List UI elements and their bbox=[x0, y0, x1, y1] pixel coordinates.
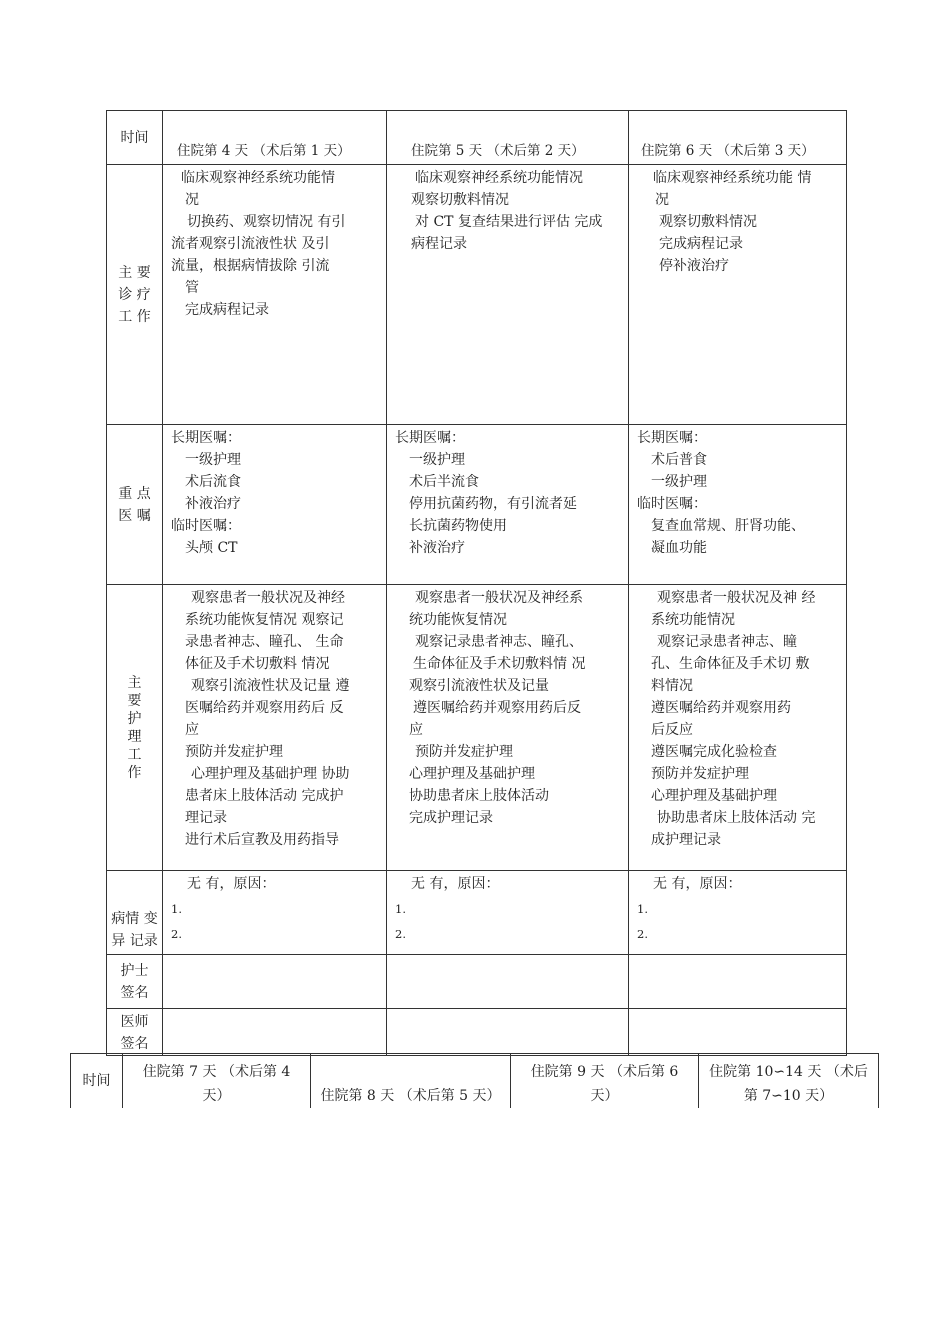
nursing-label: 主 要 护 理 工 作 bbox=[107, 585, 163, 871]
doctor-sign-day4[interactable] bbox=[163, 1009, 387, 1056]
row-time bbox=[107, 111, 847, 165]
row-time-2 bbox=[71, 1054, 879, 1109]
day-header-8: 住院第 8 天 （术后第 5 天） bbox=[311, 1054, 511, 1109]
time-label-2: 时间 bbox=[71, 1054, 123, 1109]
doctor-sign-day5[interactable] bbox=[387, 1009, 629, 1056]
variation-day6: 无 有，原因： 1. 2. bbox=[629, 871, 847, 955]
doctor-sign-label: 医师 签名 bbox=[107, 1009, 163, 1056]
day-header-1: 住院第 4 天 （术后第 1 天） bbox=[163, 111, 387, 165]
row-nursing bbox=[107, 585, 847, 871]
day-header-10-14: 住院第 10∽14 天 （术后 第 7∽10 天） bbox=[699, 1054, 879, 1109]
day-header-9: 住院第 9 天 （术后第 6 天） bbox=[511, 1054, 699, 1109]
nurse-sign-day6[interactable] bbox=[629, 955, 847, 1009]
row-variation bbox=[107, 871, 847, 955]
orders-day6: 长期医嘱： 术后普食 一级护理 临时医嘱： 复查血常规、肝肾功能、 凝血功能 bbox=[629, 425, 847, 585]
main-work-label: 主 要 诊 疗 工 作 bbox=[107, 165, 163, 425]
row-doctor-sign bbox=[107, 1009, 847, 1056]
clinical-pathway-table-1 bbox=[106, 110, 847, 1056]
day-header-7: 住院第 7 天 （术后第 4 天） bbox=[123, 1054, 311, 1109]
row-orders bbox=[107, 425, 847, 585]
main-work-day6: 临床观察神经系统功能 情 况 观察切敷料情况 完成病程记录 停补液治疗 bbox=[629, 165, 847, 425]
nurse-sign-day5[interactable] bbox=[387, 955, 629, 1009]
nursing-day5: 观察患者一般状况及神经系 统功能恢复情况 观察记录患者神志、瞳孔、 生命体征及手术切敷料情 况 观察引流液性状及记量 遵医嘱给药并观察用药后反 应 预防并发症护理 心理护理及基础护理 协助患者床上肢体活动 完成护理记录 bbox=[387, 585, 629, 871]
orders-day4: 长期医嘱： 一级护理 术后流食 补液治疗 临时医嘱： 头颅 CT bbox=[163, 425, 387, 585]
nursing-day4: 观察患者一般状况及神经 系统功能恢复情况 观察记 录患者神志、瞳孔、 生命 体征及手术切敷料 情况 观察引流液性状及记量 遵 医嘱给药并观察用药后 反 应 预防并发症护理 心理护理及基础护理 协助 患者床上肢体活动 完成护 理记录 进行术后宣教及用药指导 bbox=[163, 585, 387, 871]
nursing-day6: 观察患者一般状况及神 经 系统功能情况 观察记录患者神志、瞳 孔、生命体征及手术切 敷 料情况 遵医嘱给药并观察用药 后反应 遵医嘱完成化验检查 预防并发症护理 心理护理及基础护理 协助患者床上肢体活动 完 成护理记录 bbox=[629, 585, 847, 871]
variation-day4: 无 有，原因： 1. 2. bbox=[163, 871, 387, 955]
variation-day5: 无 有，原因： 1. 2. bbox=[387, 871, 629, 955]
nurse-sign-day4[interactable] bbox=[163, 955, 387, 1009]
clinical-pathway-table-2 bbox=[70, 1053, 879, 1108]
row-main-work bbox=[107, 165, 847, 425]
main-work-day5: 临床观察神经系统功能情况 观察切敷料情况 对 CT 复查结果进行评估 完成 病程记录 bbox=[387, 165, 629, 425]
main-work-day4: 临床观察神经系统功能情 况 切换药、观察切情况 有引 流者观察引流液性状 及引 流量，根据病情拔除 引流 管 完成病程记录 bbox=[163, 165, 387, 425]
day-header-3: 住院第 6 天 （术后第 3 天） bbox=[629, 111, 847, 165]
day-header-2: 住院第 5 天 （术后第 2 天） bbox=[387, 111, 629, 165]
doctor-sign-day6[interactable] bbox=[629, 1009, 847, 1056]
row-nurse-sign bbox=[107, 955, 847, 1009]
time-label: 时间 bbox=[107, 111, 163, 165]
orders-day5: 长期医嘱： 一级护理 术后半流食 停用抗菌药物，有引流者延 长抗菌药物使用 补液治疗 bbox=[387, 425, 629, 585]
nurse-sign-label: 护士 签名 bbox=[107, 955, 163, 1009]
orders-label: 重 点 医 嘱 bbox=[107, 425, 163, 585]
variation-label: 病情 变 异 记录 bbox=[107, 871, 163, 955]
